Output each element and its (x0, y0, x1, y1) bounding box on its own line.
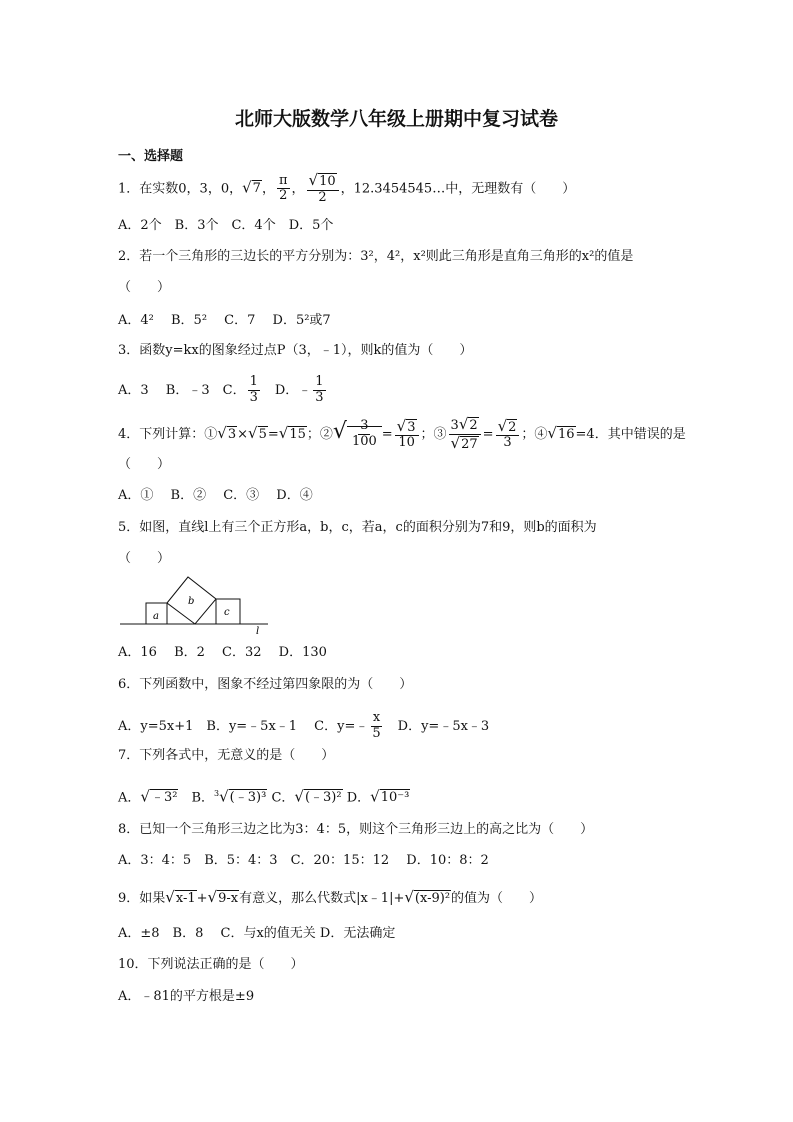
question-2: 2．若一个三角形的三边长的平方分别为：3²，4²，x²则此三角形是直角三角形的x²的值是 (118, 249, 634, 264)
question-10: 10．下列说法正确的是（ ） (118, 957, 304, 972)
q1-root10-over-2: $\frac{√10}{2}$ (307, 172, 339, 206)
label-a: a (153, 611, 159, 622)
q4-frac-root2-3: $\frac{√2}{3}$ (496, 418, 520, 452)
q1-root7: 7 (252, 181, 261, 197)
q7-root-d: 10⁻³ (380, 790, 410, 806)
q3-fraction-c: $\frac{1}{3}$ (249, 374, 258, 405)
question-3: 3．函数y=kx的图象经过点P（3，﹣1），则k的值为（ ） (118, 343, 473, 358)
q3-option-d: D．﹣ (261, 382, 312, 398)
q1-prefix: 1．在实数0，3，0， (118, 181, 243, 197)
question-6: 6．下列函数中，图象不经过第四象限的为（ ） (118, 677, 413, 692)
q3-fraction-d: $\frac{1}{3}$ (315, 374, 324, 405)
q1-suffix: ，12.3454545…中，无理数有（ ） (340, 181, 576, 197)
q9-options: A．±8 B．8 C．与x的值无关 D．无法确定 (118, 926, 396, 941)
q7-options: A．√﹣3² B．$^3$√(﹣3)³ C．√(﹣3)² D．√10⁻³ (118, 787, 410, 806)
q2-cont: （ ） (118, 280, 171, 295)
question-8: 8．已知一个三角形三边之比为3：4：5，则这个三角形三边上的高之比为（ ） (118, 822, 594, 837)
q2-options: A．4² B．5² C．7 D．5²或7 (118, 313, 331, 328)
q1-pi-over-2: $\frac{\pi}{2}$ (278, 172, 288, 204)
q7-root-b: (﹣3)³ (229, 790, 267, 806)
q9-root-2: 9-x (218, 891, 239, 906)
q5-options: A．16 B．2 C．32 D．130 (118, 645, 327, 660)
q7-root-c: (﹣3)² (304, 790, 342, 806)
label-b: b (188, 596, 195, 607)
question-4: 4．下列计算：①√3×√5=√15；②√ $\frac{3}{100}$ = $\frac{√3}{10}$ ；③ $\frac{3√2}{√27}$ = $\frac{√2}{3}$ ；④√16=4．其中错误的是 (118, 415, 686, 452)
q3-option-abc: A．3 B．﹣3 C． (118, 382, 246, 398)
label-c: c (224, 607, 230, 618)
question-9: 9．如果√x-1+√9-x有意义，那么代数式|x﹣1|+√(x-9)²的值为（ ） (118, 888, 543, 906)
q9-root-3: (x-9)² (414, 891, 451, 906)
q5-cont: （ ） (118, 551, 171, 566)
question-7: 7．下列各式中，无意义的是（ ） (118, 748, 335, 763)
page-title: 北师大版数学八年级上册期中复习试卷 (234, 108, 558, 130)
q7-root-a: ﹣3² (150, 790, 178, 806)
q4-frac-3root2-root27: $\frac{3√2}{√27}$ (449, 416, 481, 453)
q6-fraction-x-5: $\frac{x}{5}$ (372, 710, 381, 741)
q4-root3: 3 (227, 426, 237, 442)
section-heading: 一、选择题 (118, 149, 184, 164)
q4-frac-3-100: $\frac{3}{100}$ (351, 418, 377, 449)
q9-root-1: x-1 (175, 891, 196, 906)
q6-options: A．y=5x+1 B．y=﹣5x﹣1 C．y=﹣ $\frac{x}{5}$ D．y=﹣5x﹣3 (118, 710, 490, 741)
q4-options: A．① B．② C．③ D．④ (118, 488, 313, 503)
q10-option-a: A．﹣81的平方根是±9 (118, 989, 255, 1004)
q8-options: A．3：4：5 B．5：4：3 C．20：15：12 D．10：8：2 (118, 853, 489, 868)
q1-options: A．2个 B．3个 C．4个 D．5个 (118, 218, 334, 233)
q4-frac-root3-10: $\frac{√3}{10}$ (395, 418, 419, 452)
squares-figure (118, 574, 278, 636)
label-l: l (256, 626, 260, 636)
question-5: 5．如图，直线l上有三个正方形a，b，c，若a，c的面积分别为7和9，则b的面积为 (118, 520, 597, 535)
q3-options (118, 375, 328, 406)
question-1: 1．在实数0，3，0，√7， $\frac{\pi}{2}$ ， $\frac{√10}{2}$ ，12.3454545…中，无理数有（ ） (118, 171, 576, 205)
q4-cont: （ ） (118, 457, 171, 472)
